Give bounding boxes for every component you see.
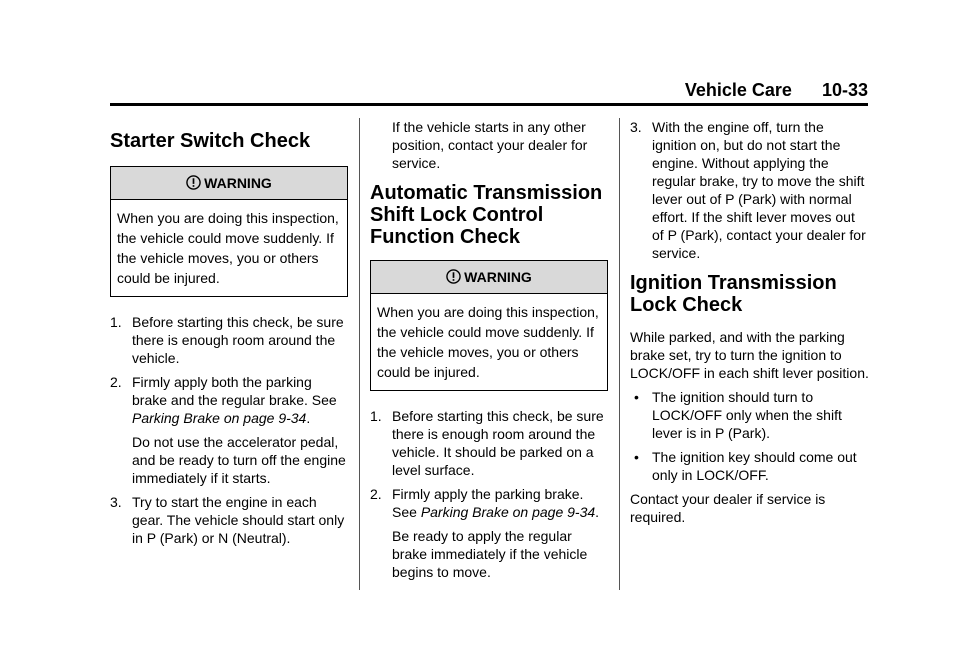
warning-header: [371, 261, 607, 294]
header-section: Vehicle Care: [684, 80, 792, 100]
punctuation: .: [306, 410, 311, 426]
column-1: [110, 118, 350, 553]
column-2: [370, 118, 610, 587]
warning-icon: [446, 269, 461, 284]
step-number: 1.: [110, 314, 122, 330]
bullet-icon: •: [634, 449, 639, 465]
bullet-item: [630, 388, 870, 442]
section-title-shift-lock: [370, 182, 610, 248]
step-text: Try to start the engine in each gear. The vehicle should start only in P (Park) or N (Neutral).: [132, 494, 345, 546]
step-number: 2.: [370, 486, 382, 502]
step-subtext: Do not use the accelerator pedal, and be ready to turn off the engine immediately if it starts.: [132, 434, 346, 486]
step-text: Before starting this check, be sure there is enough room around the vehicle.: [132, 314, 344, 366]
list-item: [110, 313, 350, 367]
header-page-number: 10-33: [821, 80, 868, 100]
title-line: Shift Lock Control: [370, 204, 544, 226]
step-number: 3.: [110, 494, 122, 510]
header-text: [685, 80, 868, 101]
step-text: Before starting this check, be sure there is enough room around the vehicle. It should be parked on a level surface.: [392, 408, 604, 478]
bullet-icon: •: [634, 389, 639, 405]
step-text: Firmly apply both the parking brake and the regular brake. See: [132, 374, 337, 408]
warning-box-1: [110, 166, 348, 297]
title-line: Ignition Transmission: [630, 272, 837, 294]
step-subtext: Be ready to apply the regular brake immediately if the vehicle begins to move.: [392, 528, 588, 580]
step-text: Firmly apply the parking brake. See: [392, 486, 584, 520]
closing-paragraph: Contact your dealer if service is required.: [630, 491, 826, 525]
step-number: 3.: [630, 119, 642, 135]
section-title-ignition-lock: [630, 272, 870, 316]
step-number: 2.: [110, 374, 122, 390]
bullet-text: The ignition should turn to LOCK/OFF only when the shift lever is in P (Park).: [652, 389, 842, 441]
list-item: [630, 118, 870, 262]
step-number: 1.: [370, 408, 382, 424]
title-line: Lock Check: [630, 294, 743, 316]
warning-header: [111, 167, 347, 200]
continued-text: If the vehicle starts in any other position, contact your dealer for service.: [392, 119, 588, 171]
header-rule: [110, 103, 868, 106]
warning-text: When you are doing this inspection, the vehicle could move suddenly. If the vehicle moves, you or others could be injured.: [117, 210, 339, 286]
title-line: Function Check: [370, 226, 521, 248]
list-item: [370, 485, 610, 581]
warning-text: When you are doing this inspection, the vehicle could move suddenly. If the vehicle moves, you or others could be injured.: [377, 304, 599, 380]
column-divider-2: [619, 118, 620, 590]
warning-icon: [186, 175, 201, 190]
title-line: Automatic Transmission: [370, 182, 603, 204]
intro-paragraph: While parked, and with the parking brake set, try to turn the ignition to LOCK/OFF in each shift lever position.: [630, 329, 869, 381]
column-3: [630, 118, 870, 532]
section-title-starter-switch: Starter Switch Check: [110, 130, 311, 152]
warning-box-2: [370, 260, 608, 391]
list-item: [370, 407, 610, 479]
cross-reference-link[interactable]: Parking Brake on page 9-34: [132, 410, 307, 426]
list-item: [110, 493, 350, 547]
bullet-text: The ignition key should come out only in LOCK/OFF.: [652, 449, 857, 483]
bullet-item: [630, 448, 870, 484]
cross-reference-link[interactable]: Parking Brake on page 9-34: [420, 504, 596, 520]
list-item: [110, 373, 350, 487]
warning-label: WARNING: [464, 269, 532, 285]
page-header: [110, 80, 868, 102]
column-divider-1: [359, 118, 360, 590]
step-text: With the engine off, turn the ignition on, but do not start the engine. Without applying the regular brake, try to move the shift lever out of P (Park) with normal effort. If the shift lever moves out of P (Park), contact your dealer for service.: [652, 119, 866, 261]
punctuation: .: [595, 504, 600, 520]
warning-label: WARNING: [204, 175, 272, 191]
